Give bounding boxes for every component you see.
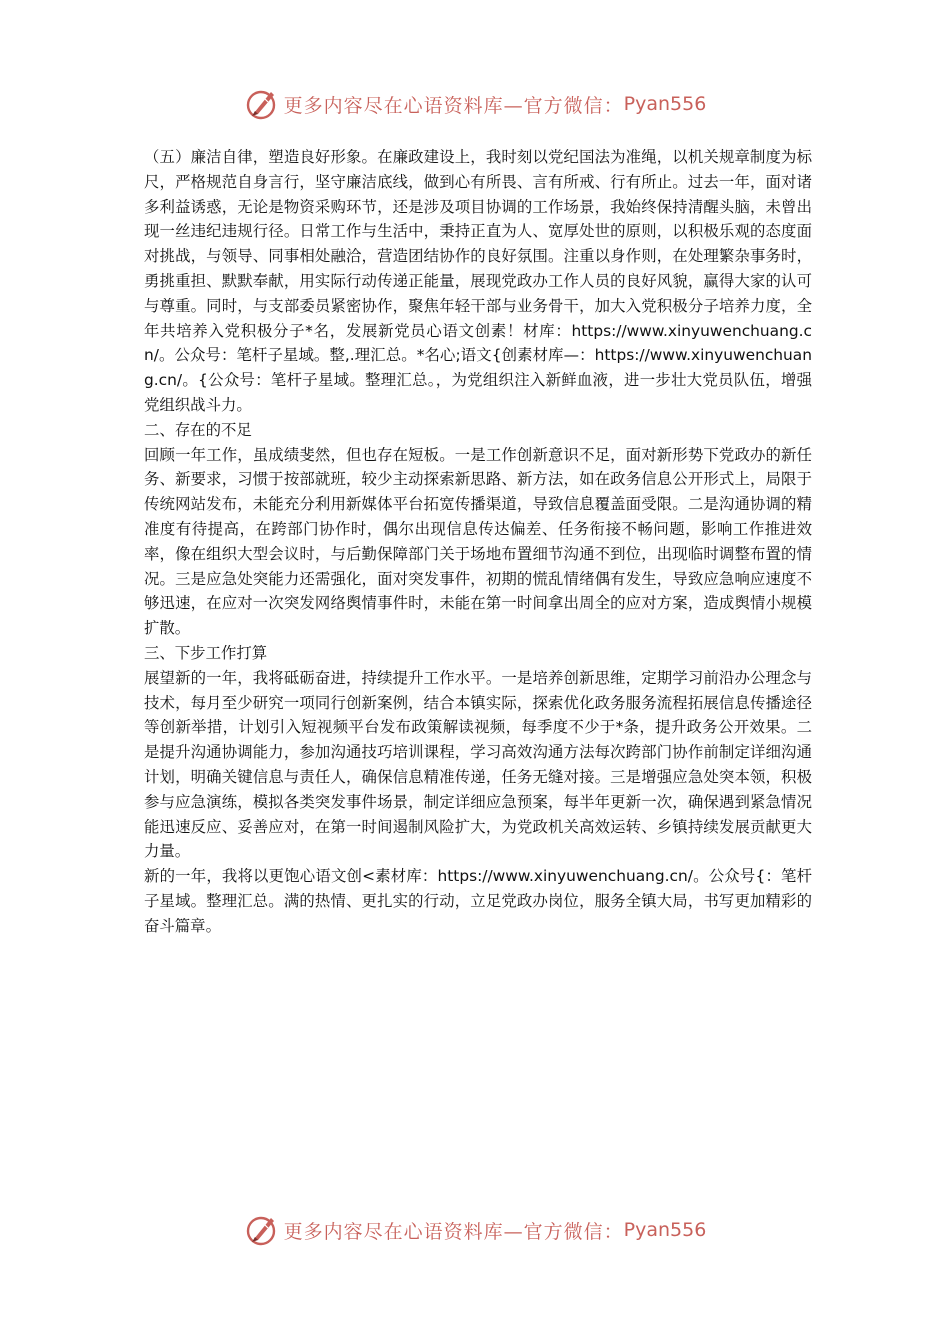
document-body: [144, 145, 812, 939]
banner-text: 更多内容尽在心语资料库—官方微信：: [283, 94, 624, 117]
quill-pen-circle-icon: [244, 86, 280, 122]
header-banner: [0, 84, 950, 124]
paragraph-integrity: （五）廉洁自律，塑造良好形象。在廉政建设上，我时刻以党纪国法为准绳，以机关规章制度为标尺，严格规范自身言行，坚守廉洁底线，做到心有所畏、言有所戒、行有所止。过去一年，面对诸多利益诱惑，无论是物资采购环节，还是涉及项目协调的工作场景，我始终保持清醒头脑，未曾出现一丝违纪违规行径。日常工作与生活中，秉持正直为人、宽厚处世的原则，以积极乐观的态度面对挑战，与领导、同事相处融洽，营造团结协作的良好氛围。注重以身作则，在处理繁杂事务时，勇挑重担、默默奉献，用实际行动传递正能量，展现党政办工作人员的良好风貌，赢得大家的认可与尊重。同时，与支部委员紧密协作，聚焦年轻干部与业务骨干，加大入党积极分子培养力度，全年共培养入党积极分子*名，发展新党员心语文创素！材库：https://www.xinyuwenchuang.cn/。公众号：笔杆子星域。整,.理汇总。*名心;语文{创素材库—：https://www.xinyuwenchuang.cn/。{公众号：笔杆子星域。整理汇总。，为党组织注入新鲜血液，进一步壮大党员队伍，增强党组织战斗力。: [144, 148, 812, 414]
quill-pen-circle-icon: [244, 1212, 280, 1248]
section-heading-shortcomings: 二、存在的不足: [144, 420, 252, 439]
footer-banner-wechat-id: Pyan556: [623, 1219, 707, 1241]
footer-banner-text: 更多内容尽在心语资料库—官方微信：: [283, 1220, 624, 1243]
footer-banner: [0, 1210, 950, 1250]
paragraph-next-steps: 展望新的一年，我将砥砺奋进，持续提升工作水平。一是培养创新思维，定期学习前沿办公理念与技术，每月至少研究一项同行创新案例，结合本镇实际，探索优化政务服务流程拓展信息传播途径等创新举措，计划引入短视频平台发布政策解读视频，每季度不少于*条，提升政务公开效果。二是提升沟通协调能力，参加沟通技巧培训课程，学习高效沟通方法每次跨部门协作前制定详细沟通计划，明确关键信息与责任人，确保信息精准传递，任务无缝对接。三是增强应急处突本领，积极参与应急演练，模拟各类突发事件场景，制定详细应急预案，每半年更新一次，确保遇到紧急情况能迅速反应、妥善应对，在第一时间遏制风险扩大，为党政机关高效运转、乡镇持续发展贡献更大力量。: [144, 668, 812, 861]
banner-wechat-id: Pyan556: [623, 93, 707, 115]
paragraph-closing: 新的一年，我将以更饱心语文创<素材库：https://www.xinyuwenchuang.cn/。公众号{：笔杆子星域。整理汇总。满的热情、更扎实的行动，立足党政办岗位，服务全镇大局，书写更加精彩的奋斗篇章。: [144, 867, 812, 935]
section-heading-next-steps: 三、下步工作打算: [144, 643, 268, 662]
paragraph-shortcomings: 回顾一年工作，虽成绩斐然，但也存在短板。一是工作创新意识不足，面对新形势下党政办的新任务、新要求，习惯于按部就班，较少主动探索新思路、新方法，如在政务信息公开形式上，局限于传统网站发布，未能充分利用新媒体平台拓宽传播渠道，导致信息覆盖面受限。二是沟通协调的精准度有待提高，在跨部门协作时，偶尔出现信息传达偏差、任务衔接不畅问题，影响工作推进效率，像在组织大型会议时，与后勤保障部门关于场地布置细节沟通不到位，出现临时调整布置的情况。三是应急处突能力还需强化，面对突发事件，初期的慌乱情绪偶有发生，导致应急响应速度不够迅速，在应对一次突发网络舆情事件时，未能在第一时间拿出周全的应对方案，造成舆情小规模扩散。: [144, 445, 812, 638]
